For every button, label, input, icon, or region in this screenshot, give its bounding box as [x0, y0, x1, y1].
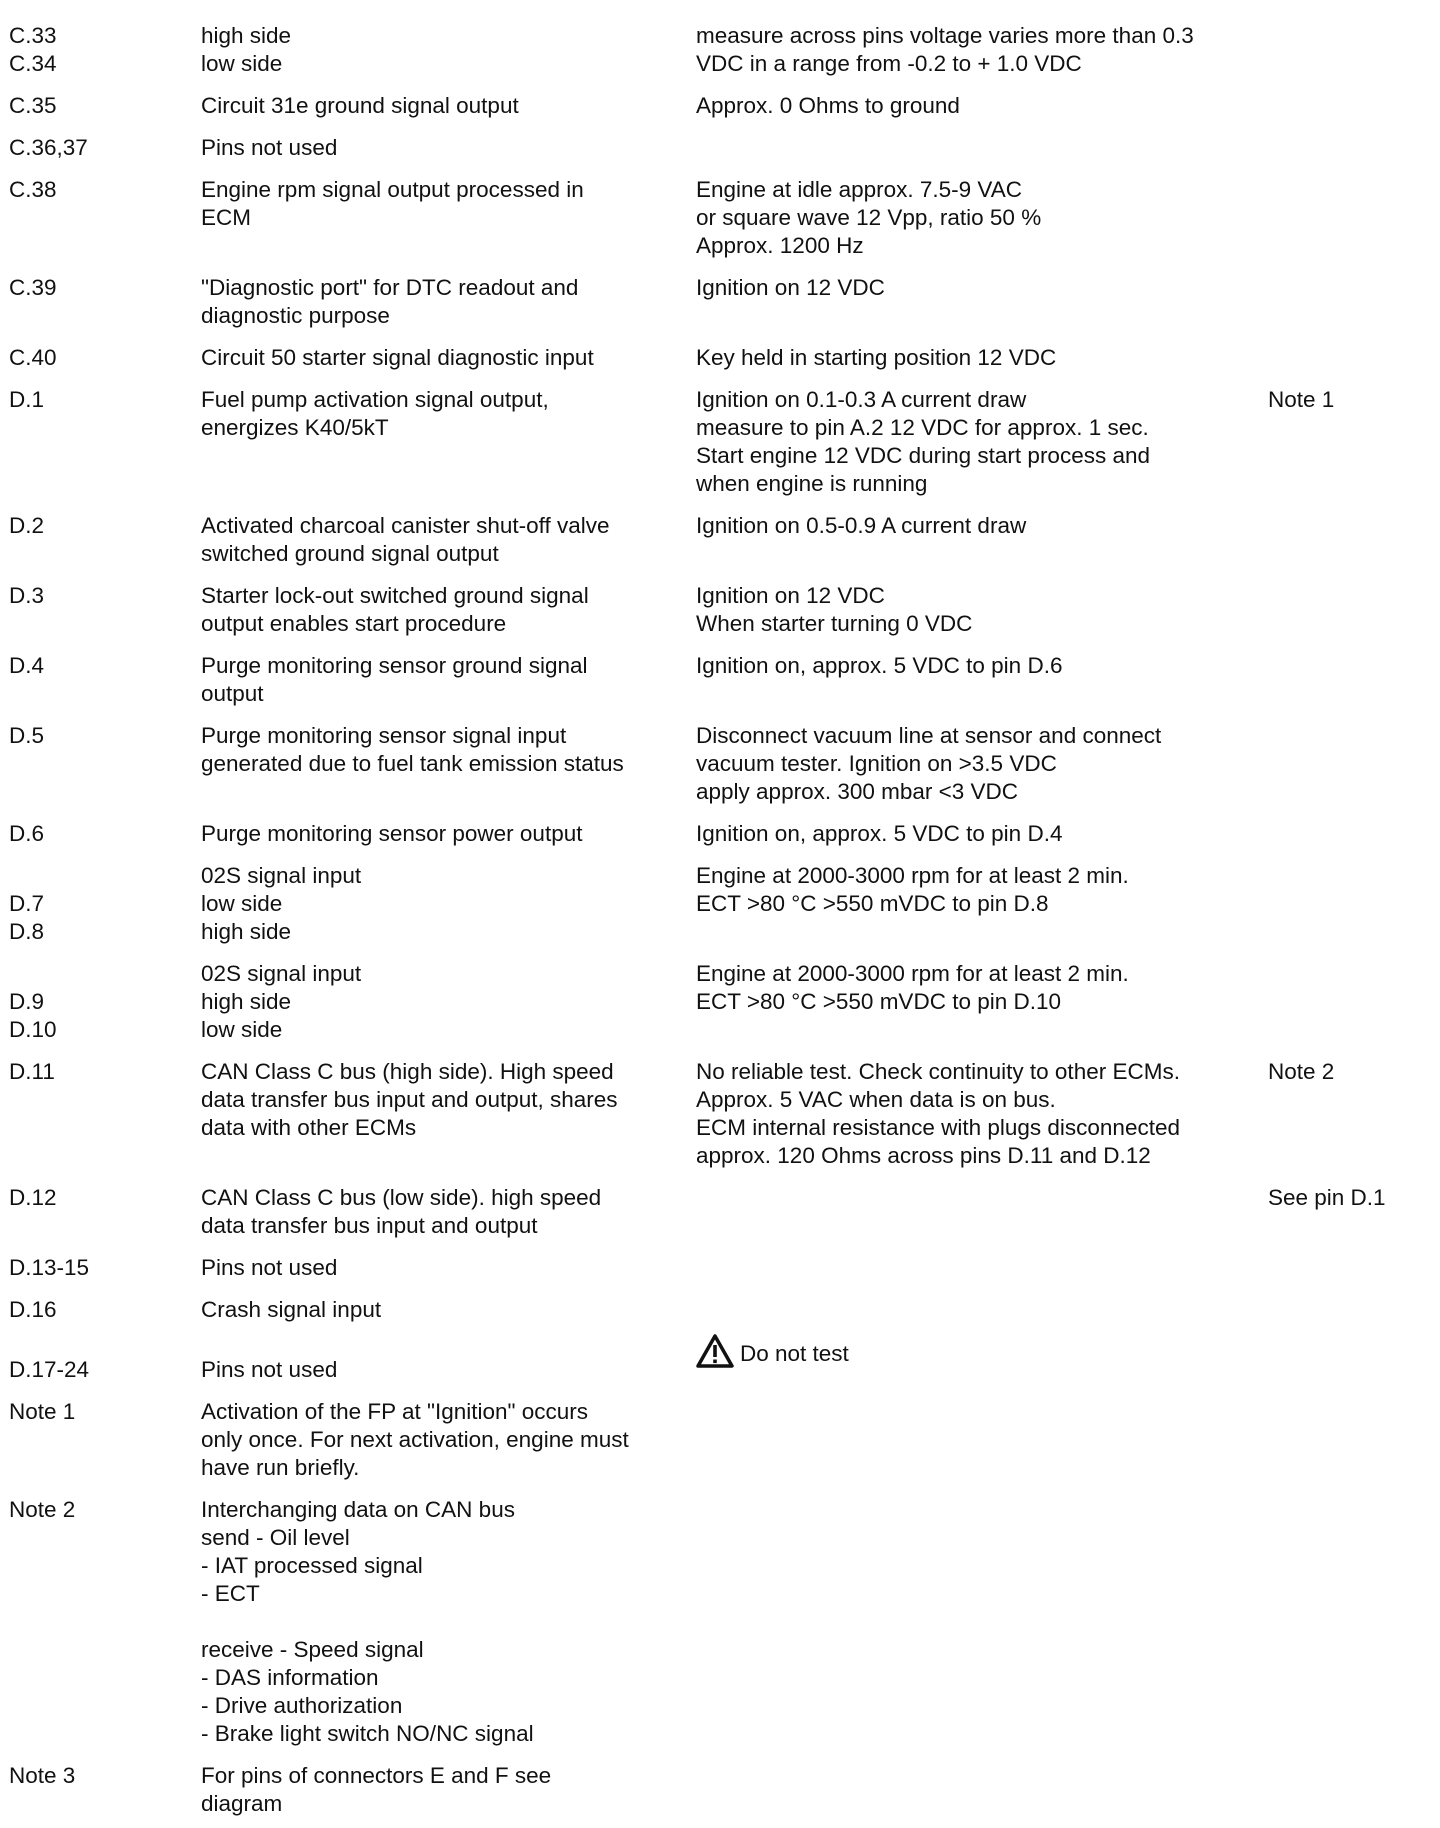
- note-label: Note 1: [9, 1399, 76, 1424]
- description-cell: Purge monitoring sensor signal input generated due to fuel tank emission status: [201, 723, 624, 776]
- pin-cell: D.4: [9, 653, 45, 678]
- note-text: Activation of the FP at "Ignition" occurs only once. For next activation, engine must have run briefly.: [201, 1399, 629, 1480]
- pin-cell: D.5: [9, 723, 45, 748]
- test-cell: Ignition on 0.5-0.9 A current draw: [696, 513, 1027, 538]
- pin-cell: D.17-24: [9, 1357, 90, 1382]
- pin-cell: C.40: [9, 345, 57, 370]
- test-cell: Ignition on 12 VDC: [696, 275, 885, 300]
- note-label: Note 2: [9, 1497, 76, 1522]
- test-cell: Engine at 2000-3000 rpm for at least 2 min. ECT >80 °C >550 mVDC to pin D.8: [696, 863, 1129, 916]
- note-ref: See pin D.1: [1268, 1185, 1386, 1210]
- description-cell: Pins not used: [201, 1255, 338, 1280]
- pin-cell: C.36,37: [9, 135, 88, 160]
- test-cell: Ignition on, approx. 5 VDC to pin D.4: [696, 821, 1063, 846]
- note-text: For pins of connectors E and F see diagram: [201, 1763, 552, 1816]
- test-cell: Approx. 0 Ohms to ground: [696, 93, 960, 118]
- warning-triangle-icon: [696, 1334, 734, 1368]
- note-text: Interchanging data on CAN bus send - Oil level - IAT processed signal - ECT receive - Speed signal - DAS information - Drive authorization - Brake light switch NO/NC signal: [201, 1497, 534, 1746]
- note-ref: Note 2: [1268, 1059, 1335, 1084]
- test-cell: [696, 1306, 1266, 1375]
- pin-cell: D.9 D.10: [9, 989, 57, 1042]
- test-cell: Key held in starting position 12 VDC: [696, 345, 1057, 370]
- test-cell: No reliable test. Check continuity to other ECMs. Approx. 5 VAC when data is on bus. ECM internal resistance with plugs disconnected approx. 120 Ohms across pins D.11 and D.12: [696, 1059, 1180, 1168]
- pin-cell: C.39: [9, 275, 57, 300]
- description-cell: Purge monitoring sensor power output: [201, 821, 583, 846]
- description-cell: Fuel pump activation signal output, energizes K40/5kT: [201, 387, 549, 440]
- test-cell: Ignition on, approx. 5 VDC to pin D.6: [696, 653, 1063, 678]
- description-cell: high side low side: [201, 23, 292, 76]
- test-cell: Engine at 2000-3000 rpm for at least 2 min. ECT >80 °C >550 mVDC to pin D.10: [696, 961, 1129, 1014]
- pin-cell: D.16: [9, 1297, 57, 1322]
- pin-cell: D.1: [9, 387, 45, 412]
- test-cell: Engine at idle approx. 7.5-9 VAC or square wave 12 Vpp, ratio 50 % Approx. 1200 Hz: [696, 177, 1042, 258]
- pin-cell: D.2: [9, 513, 45, 538]
- description-cell: Purge monitoring sensor ground signal output: [201, 653, 588, 706]
- description-cell: Engine rpm signal output processed in ECM: [201, 177, 584, 230]
- description-cell: Circuit 50 starter signal diagnostic input: [201, 345, 594, 370]
- description-cell: Pins not used: [201, 1357, 338, 1382]
- test-cell: Ignition on 0.1-0.3 A current draw measure to pin A.2 12 VDC for approx. 1 sec. Start engine 12 VDC during start process and when engine is running: [696, 387, 1150, 496]
- warning-text: Do not test: [740, 1341, 849, 1366]
- description-cell: CAN Class C bus (high side). High speed data transfer bus input and output, shares data with other ECMs: [201, 1059, 618, 1140]
- pin-cell: C.38: [9, 177, 57, 202]
- pin-cell: D.11: [9, 1059, 55, 1084]
- pin-cell: D.12: [9, 1185, 57, 1210]
- description-cell: Pins not used: [201, 135, 338, 160]
- test-cell: Disconnect vacuum line at sensor and connect vacuum tester. Ignition on >3.5 VDC apply approx. 300 mbar <3 VDC: [696, 723, 1162, 804]
- note-ref: Note 1: [1268, 387, 1335, 412]
- pin-cell: D.13-15: [9, 1255, 90, 1280]
- description-cell: 02S signal input high side low side: [201, 961, 362, 1042]
- description-cell: Circuit 31e ground signal output: [201, 93, 519, 118]
- note-label: Note 3: [9, 1763, 76, 1788]
- test-cell: measure across pins voltage varies more than 0.3 VDC in a range from -0.2 to + 1.0 VDC: [696, 23, 1194, 76]
- description-cell: 02S signal input low side high side: [201, 863, 362, 944]
- description-cell: "Diagnostic port" for DTC readout and diagnostic purpose: [201, 275, 579, 328]
- pin-cell: C.35: [9, 93, 57, 118]
- pin-cell: D.6: [9, 821, 45, 846]
- description-cell: Starter lock-out switched ground signal output enables start procedure: [201, 583, 589, 636]
- pin-cell: C.33 C.34: [9, 23, 57, 76]
- pin-cell: D.3: [9, 583, 45, 608]
- pin-cell: D.7 D.8: [9, 891, 45, 944]
- description-cell: CAN Class C bus (low side). high speed data transfer bus input and output: [201, 1185, 602, 1238]
- description-cell: Crash signal input: [201, 1297, 382, 1322]
- description-cell: Activated charcoal canister shut-off valve switched ground signal output: [201, 513, 610, 566]
- test-cell: Ignition on 12 VDC When starter turning 0 VDC: [696, 583, 973, 636]
- warning-note: [696, 1334, 849, 1368]
